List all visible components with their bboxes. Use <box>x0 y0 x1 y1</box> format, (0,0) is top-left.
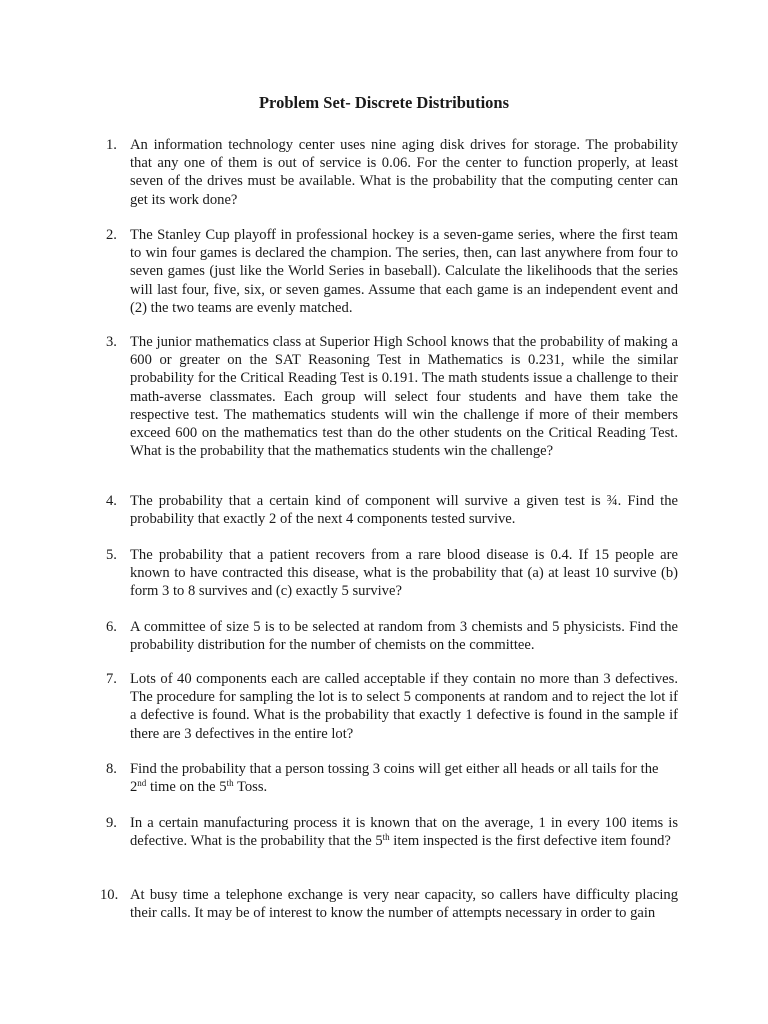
problem-number: 9. <box>106 815 117 831</box>
problem-text <box>130 760 678 796</box>
problem-item <box>106 492 678 528</box>
ordinal-suffix: nd <box>137 778 147 789</box>
problem-number: 1. <box>106 137 117 153</box>
problem-item <box>106 814 678 850</box>
problem-item <box>106 760 678 796</box>
problem-text: Lots of 40 components each are called acceptable if they contain no more than 3 defectives. The procedure for sampling the lot is to select 5 components at random and to reject the lot if a defective is found. What is the probability that exactly 1 defective is found in the sample if there are 3 defectives in the entire lot? <box>130 671 678 742</box>
problem-number: 8. <box>106 761 117 777</box>
problem-number: 5. <box>106 547 117 563</box>
problem-text: At busy time a telephone exchange is very near capacity, so callers have difficulty placing their calls. It may be of interest to know the number of attempts necessary in order to gain <box>130 887 678 922</box>
problem-item <box>106 136 678 209</box>
problem-text: A committee of size 5 is to be selected at random from 3 chemists and 5 physicists. Find the probability distribution for the number of chemists on the committee. <box>130 619 678 654</box>
problem-number: 7. <box>106 671 117 687</box>
problem-text-segment: item inspected is the first defective item found? <box>389 833 671 850</box>
problem-text: The probability that a certain kind of component will survive a given test is ¾. Find the probability that exactly 2 of the next 4 components tested survive. <box>130 493 678 528</box>
problem-item <box>106 226 678 317</box>
problem-text: The junior mathematics class at Superior High School knows that the probability of making a 600 or greater on the SAT Reasoning Test in Mathematics is 0.231, while the similar probability for the Critical Reading Test is 0.191. The math students issue a challenge to their math-averse classmates. Each group will select four students and have them take the respective test. The mathematics students will win the challenge if more of their members exceed 600 on the mathematics test than do the other students on the Critical Reading Test. What is the probability that the mathematics students win the challenge? <box>130 334 678 460</box>
problem-text-segment: time on the 5 <box>146 779 227 796</box>
problem-item <box>106 333 678 460</box>
problem-number: 2. <box>106 227 117 243</box>
problem-number: 6. <box>106 619 117 635</box>
problem-item <box>106 546 678 601</box>
problem-item <box>106 670 678 743</box>
problem-text: The probability that a patient recovers from a rare blood disease is 0.4. If 15 people are known to have contracted this disease, what is the probability that (a) at least 10 survive (b) form 3 to 8 survives and (c) exactly 5 survive? <box>130 547 678 600</box>
problem-text <box>130 814 678 850</box>
problem-number: 3. <box>106 334 117 350</box>
problem-number: 10. <box>100 887 119 903</box>
problem-text-segment: In a certain manufacturing process it is known that on the average, 1 in every 100 items is defective. What is the probability that the 5 <box>130 815 678 850</box>
problem-number: 4. <box>106 493 117 509</box>
problem-text-segment: Find the probability that a person tossing 3 coins will get either all heads or all tails for the 2 <box>130 761 659 796</box>
ordinal-suffix: th <box>226 778 234 789</box>
problem-item <box>100 886 678 922</box>
problem-text: The Stanley Cup playoff in professional hockey is a seven-game series, where the first team to win four games is declared the champion. The series, then, can last anywhere from four to seven games (just like the World Series in baseball). Calculate the likelihoods that the series will last four, five, six, or seven games. Assume that each game is an independent event and (2) the two teams are evenly matched. <box>130 227 678 316</box>
problem-item <box>106 618 678 654</box>
page-title: Problem Set- Discrete Distributions <box>258 93 510 112</box>
problem-text: An information technology center uses nine aging disk drives for storage. The probability that any one of them is out of service is 0.06. For the center to function properly, at least seven of the drives must be available. What is the probability that the computing center can get its work done? <box>130 137 678 208</box>
ordinal-suffix: th <box>382 832 390 843</box>
problem-text-segment: Toss. <box>233 779 268 796</box>
